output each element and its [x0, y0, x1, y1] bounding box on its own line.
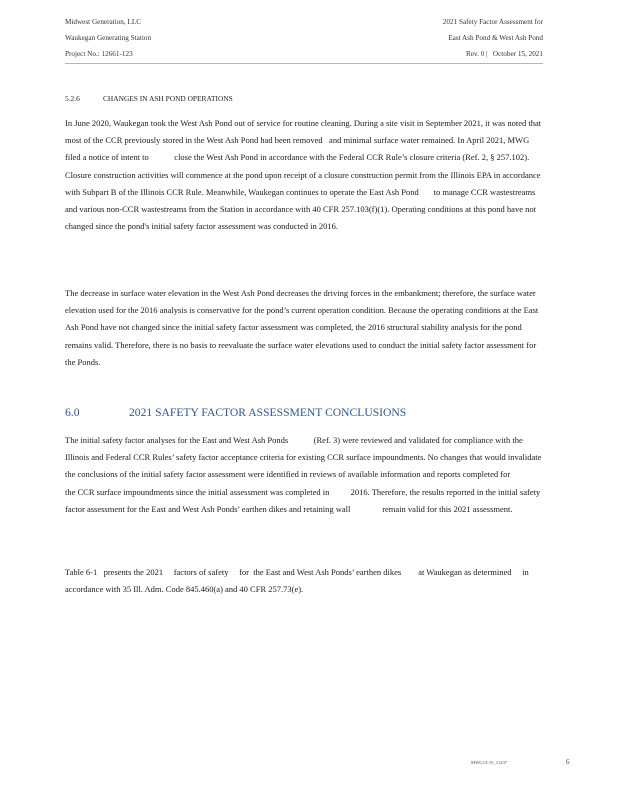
paragraph-text: Table 6-1 presents the 2021 factors of safety for the East and West Ash Ponds’ earthen dikes at Waukegan as determined in accordance with 35 Ill. Adm. Code 845.460(a) and 40 CFR 257.73(e).: [65, 567, 531, 595]
header-company: Midwest Generation, LLC: [65, 18, 142, 26]
header-divider: [65, 63, 543, 64]
section-heading: [65, 406, 406, 419]
header-report-title: 2021 Safety Factor Assessment for: [442, 18, 543, 26]
paragraph-text: The initial safety factor analyses for the East and West Ash Ponds (Ref. 3) were reviewed and validated for compliance with the Illinois and Federal CCR Rules’ safety factor acceptance criteria for existing CCR surface impoundments. No changes that would invalidate the conclusions of the initial safety factor assessment were identified in reviews of available information and reports completed for the CCR surface impoundments since the initial assessment was completed in 2016. Therefore, the results reported in the initial safety factor assessment for the East and West Ash Ponds’ earthen dikes and retaining wall remain valid for this 2021 assessment.: [65, 435, 547, 514]
header-left: [65, 14, 151, 62]
paragraph-conclusions: [65, 432, 547, 518]
subsection-heading: [65, 94, 233, 103]
subsection-title: CHANGES IN ASH POND OPERATIONS: [103, 94, 233, 103]
subsection-number: 5.2.6: [65, 94, 80, 103]
header-revision-date: Rev. 0 | October 15, 2021: [465, 50, 543, 58]
header-right: [443, 14, 543, 62]
header-ponds: East Ash Pond & West Ash Pond: [448, 34, 543, 42]
header-station: Waukegan Generating Station: [65, 34, 152, 42]
footer-document-code: MWG13-15_11237: [471, 760, 508, 765]
paragraph-ash-pond-operations: [65, 115, 543, 235]
section-title: 2021 SAFETY FACTOR ASSESSMENT CONCLUSIONS: [129, 406, 407, 419]
paragraph-text: The decrease in surface water elevation in the West Ash Pond decreases the driving forces in the embankment; therefore, the surface water elevation used for the 2016 analysis is conservative for the pond’s current operation condition. Because the operating conditions at the East Ash Pond have not changed since the initial safety factor assessment was completed, the 2016 structural stability analysis for the pond remains valid. Therefore, there is no basis to reevaluate the surface water elevations used to conduct the initial safety factor assessment for the Ponds.: [65, 288, 539, 367]
section-number: 6.0: [65, 406, 80, 419]
paragraph-text: In June 2020, Waukegan took the West Ash Pond out of service for routine cleaning. During a site visit in September 2021, it was noted that most of the CCR previously stored in the West Ash Pond had been removed and minimal surface water remained. In April 2021, MWG filed a notice of intent to close the West Ash Pond in accordance with the Federal CCR Rule’s closure criteria (Ref. 2, § 257.102). Closure construction activities will commence at the pond upon receipt of a closure construction permit from the Illinois EPA in accordance with Subpart B of the Illinois CCR Rule. Meanwhile, Waukegan continues to operate the East Ash Pond to manage CCR wastestreams and various non-CCR wastestreams from the Station in accordance with 40 CFR 257.103(f)(1). Operating conditions at this pond have not changed since the pond's initial safety factor assessment was conducted in 2016.: [65, 118, 544, 232]
header-project-number: Project No.: 12661-123: [65, 50, 133, 58]
paragraph-table-reference: [65, 564, 543, 598]
page-number: 6: [566, 758, 570, 766]
paragraph-surface-water: [65, 285, 543, 371]
